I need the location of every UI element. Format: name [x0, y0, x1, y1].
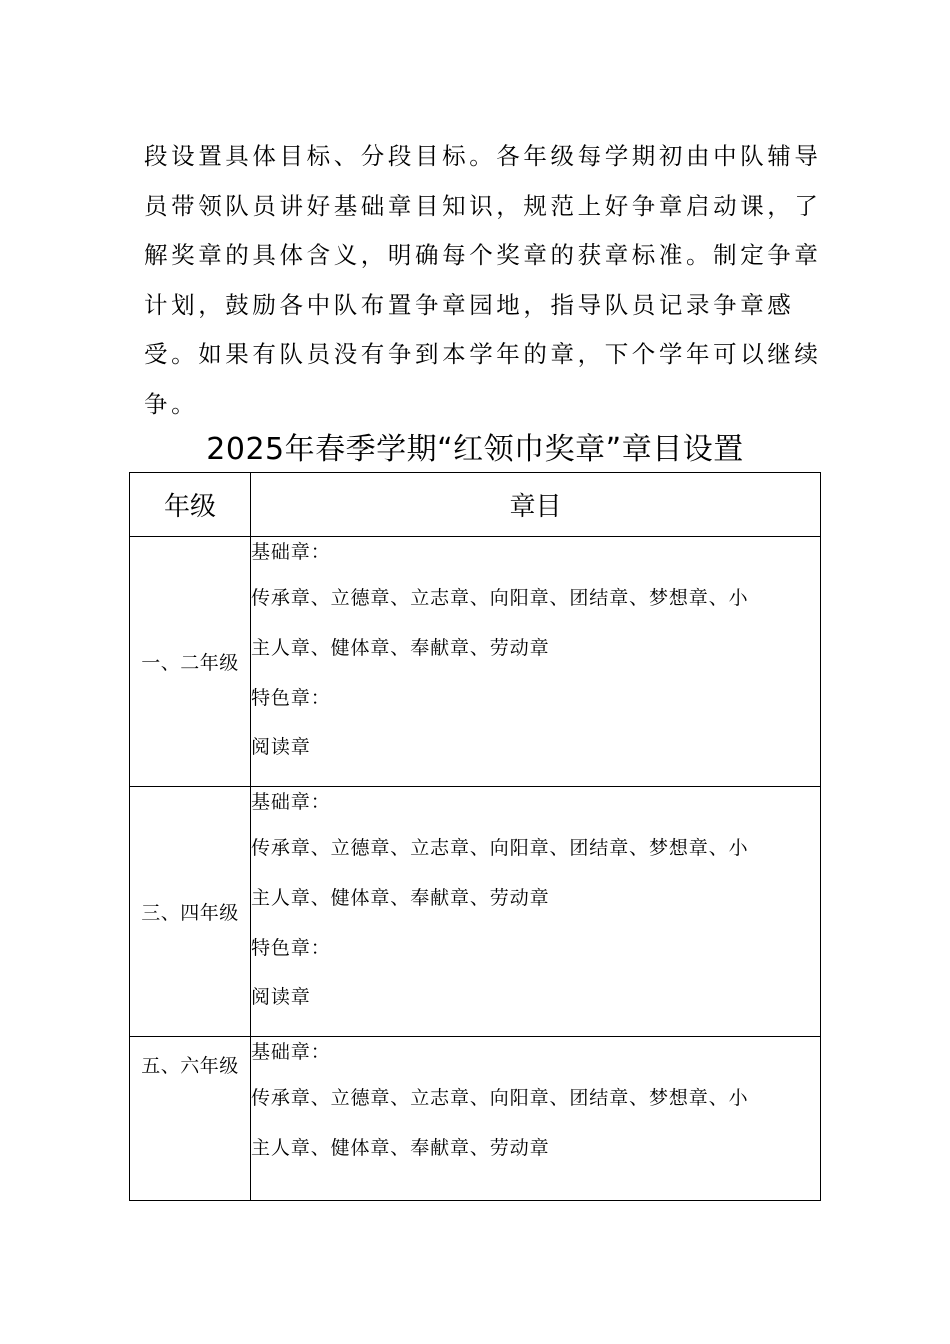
table-row — [130, 1037, 821, 1201]
table-header-row — [130, 473, 821, 537]
header-grade: 年级 — [130, 473, 251, 537]
badge-line: 传承章、立德章、立志章、向阳章、团结章、梦想章、小 — [251, 587, 749, 609]
badge-line: 主人章、健体章、奉献章、劳动章 — [251, 886, 550, 909]
badge-line: 基础章： — [251, 791, 331, 813]
badge-line: 特色章： — [251, 936, 331, 959]
badge-line: 阅读章 — [251, 986, 311, 1009]
grade-cell: 一、二年级 — [130, 537, 251, 787]
paragraph-line: 段设置具体目标、分段目标。各年级每学期初由中队辅导 — [144, 142, 822, 170]
badge-line: 基础章： — [251, 541, 331, 563]
paragraph-line: 员带领队员讲好基础章目知识，规范上好争章启动课，了 — [144, 191, 822, 220]
badge-line: 传承章、立德章、立志章、向阳章、团结章、梦想章、小 — [251, 837, 749, 859]
badge-line: 主人章、健体章、奉献章、劳动章 — [251, 1136, 550, 1159]
badge-line: 基础章： — [251, 1041, 331, 1063]
paragraph-line: 争。 — [144, 389, 199, 418]
grade-cell: 五、六年级 — [130, 1037, 251, 1201]
badge-line: 特色章： — [251, 686, 331, 709]
badges-cell — [251, 1037, 821, 1201]
table-row — [130, 787, 821, 1037]
table-title: 2025年春季学期“红领巾奖章”章目设置 — [206, 432, 744, 467]
paragraph-line: 受。如果有队员没有争到本学年的章，下个学年可以继续 — [144, 340, 822, 368]
table-row — [130, 537, 821, 787]
badges-cell — [251, 537, 821, 787]
badge-line: 阅读章 — [251, 736, 311, 759]
badges-cell — [251, 787, 821, 1037]
paragraph-line: 计划，鼓励各中队布置争章园地，指导队员记录争章感 — [144, 290, 795, 319]
badge-line: 主人章、健体章、奉献章、劳动章 — [251, 636, 550, 659]
body-paragraph — [144, 132, 822, 429]
grade-cell: 三、四年级 — [130, 787, 251, 1037]
badge-table — [129, 472, 821, 1201]
badge-line: 传承章、立德章、立志章、向阳章、团结章、梦想章、小 — [251, 1087, 749, 1109]
header-badges: 章目 — [251, 473, 821, 537]
paragraph-line: 解奖章的具体含义，明确每个奖章的获章标准。制定争章 — [144, 241, 822, 269]
